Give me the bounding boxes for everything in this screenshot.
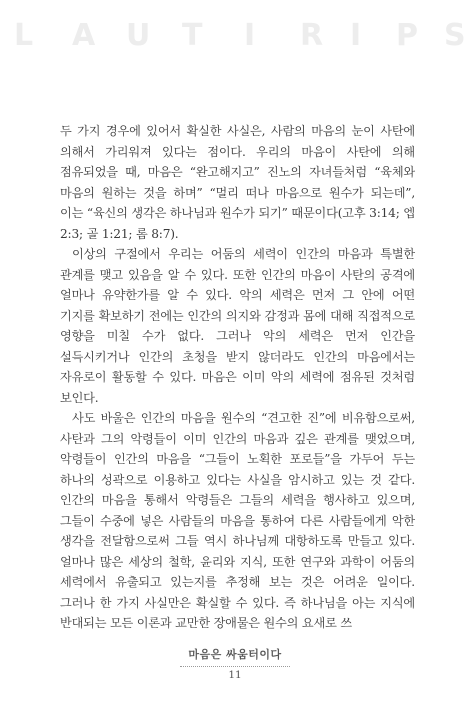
header-letter: S bbox=[444, 18, 466, 53]
page-number: 11 bbox=[228, 669, 242, 681]
header-letter: T bbox=[182, 18, 203, 53]
header-letter: I bbox=[350, 18, 362, 53]
paragraph: 이상의 구절에서 우리는 어둠의 세력이 인간의 마음과 특별한 관계를 맺고 있음을 알 수 있다. 또한 인간의 마음이 사탄의 공격에 얼마나 유약한가를 알 수 있다. 악의 세력은 먼저 그 안에 어떤 기지를 확보하기 전에는 인간의 의지와 감정과 몸에 대해 직접적으로 영향을 미칠 수가 없다. 그러나 악의 세력은 먼저 인간을 설득시키거나 인간의 초청을 받지 않더라도 인간의 마음에서는 자유로이 활동할 수 있다. 마음은 이미 악의 세력에 점유된 것처럼 보인다. bbox=[60, 247, 415, 405]
header-letter: U bbox=[126, 18, 151, 53]
page-footer bbox=[0, 646, 470, 681]
body-text bbox=[60, 121, 415, 634]
book-title: 마음은 싸움터이다 bbox=[188, 648, 282, 661]
header-letter: P bbox=[396, 18, 418, 53]
header-letter: L bbox=[14, 18, 34, 53]
header-letter: A bbox=[72, 18, 96, 53]
header-letter: R bbox=[300, 18, 324, 53]
header-letter: I bbox=[244, 18, 256, 53]
running-header bbox=[0, 18, 470, 58]
footer-divider bbox=[180, 666, 290, 667]
paragraph: 두 가지 경우에 있어서 확실한 사실은, 사람의 마음의 눈이 사탄에 의해서 가리워져 있다는 점이다. 우리의 마음이 사탄에 의해 점유되었을 때, 마음은 “완고해지고” 진노의 자녀들처럼 “육체와 마음의 원하는 것을 하며” “멀리 떠나 마음으로 원수가 되는데”, 이는 “육신의 생각은 하나님과 원수가 되기” 때문이다(고후 3:14; 엡 2:3; 골 1:21; 롬 8:7). bbox=[60, 124, 415, 241]
paragraph: 사도 바울은 인간의 마음을 원수의 “견고한 진”에 비유함으로써, 사탄과 그의 악령들이 이미 인간의 마음과 깊은 관계를 맺었으며, 악령들이 인간의 마음을 “그들이 노획한 포로들”을 가두어 두는 하나의 성곽으로 이용하고 있다는 사실을 암시하고 있는 것 같다. 인간의 마음을 통해서 악령들은 그들의 세력을 행사하고 있으며, 그들이 수중에 넣은 사람들의 마음을 통하여 다른 사람들에게 악한 생각을 전달함으로써 그들 역시 하나님께 대항하도록 만들고 있다. 얼마나 많은 세상의 철학, 윤리와 지식, 또한 연구와 과학이 어둠의 세력에서 유출되고 있는지를 추정해 보는 것은 어려운 일이다. 그러나 한 가지 사실만은 확실할 수 있다. 즉 하나님을 아는 지식에 반대되는 모든 이론과 교만한 장애물은 원수의 요새로 쓰 bbox=[60, 411, 415, 630]
